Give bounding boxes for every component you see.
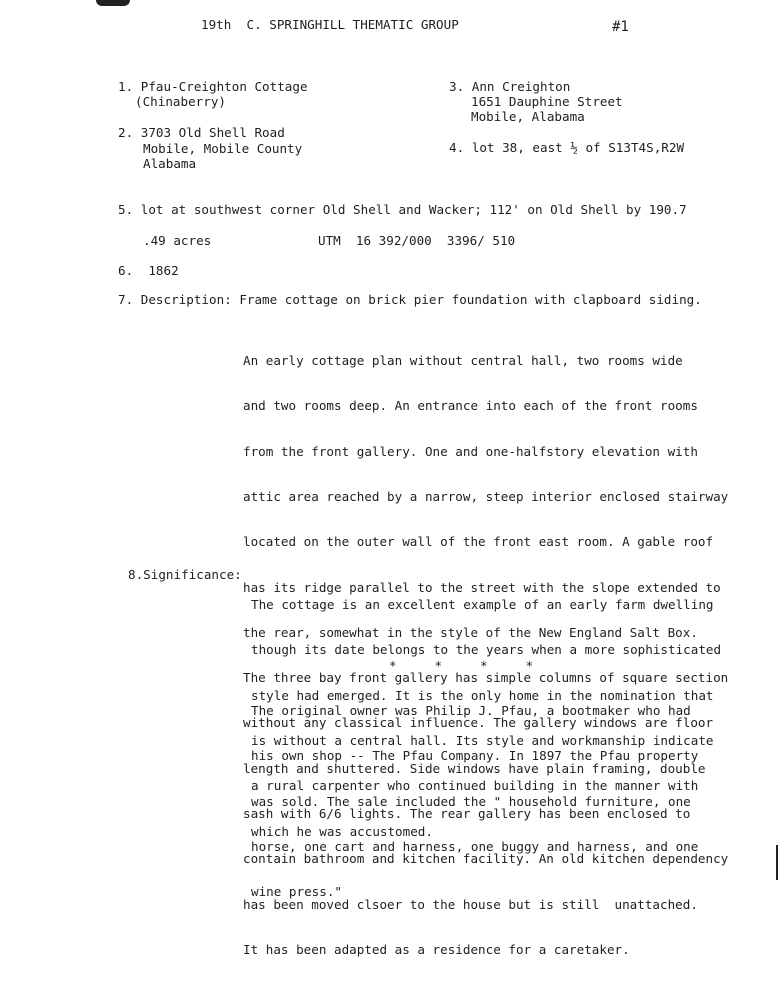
item-5-utm: UTM 16 392/000 3396/ 510: [318, 233, 516, 248]
item-4-legal-description: 4. lot 38, east ½ of S13T4S,R2W: [449, 140, 685, 155]
item-2-address: 2. 3703 Old Shell Road: [118, 125, 285, 140]
scan-mark-top: [96, 0, 130, 6]
item-6-date: 6. 1862: [118, 263, 179, 278]
description-line: has its ridge parallel to the street with the slope extended to: [243, 579, 721, 595]
description-line: from the front gallery. One and one-halfstory elevation with: [243, 443, 698, 459]
document-title: 19th C. SPRINGHILL THEMATIC GROUP: [201, 17, 459, 32]
description-line: has been moved clsoer to the house but is still unattached.: [243, 896, 698, 912]
significance-line: The cottage is an excellent example of an early farm dwelling: [251, 597, 714, 613]
description-line: The three bay front gallery has simple columns of square section: [243, 670, 729, 686]
description-line: contain bathroom and kitchen facility. An old kitchen dependency: [243, 851, 729, 867]
item-2-city: Mobile, Mobile County: [143, 141, 303, 156]
significance-line: a rural carpenter who continued building in the manner with: [251, 778, 699, 794]
history-line: horse, one cart and harness, one buggy and harness, and one: [251, 839, 699, 855]
item-2-state: Alabama: [143, 156, 197, 171]
significance-line: style had emerged. It is the only home in the nomination that: [251, 687, 714, 703]
scan-mark-right-edge: [776, 845, 778, 880]
description-line: attic area reached by a narrow, steep interior enclosed stairway: [243, 489, 729, 505]
item-5-lot: 5. lot at southwest corner Old Shell and Wacker; 112' on Old Shell by 190.7: [118, 202, 687, 217]
history-line: his own shop -- The Pfau Company. In 1897 the Pfau property: [251, 748, 699, 764]
item-3-owner: 3. Ann Creighton: [449, 79, 571, 94]
description-line: the rear, somewhat in the style of the New England Salt Box.: [243, 624, 698, 640]
significance-line: which he was accustomed.: [251, 823, 433, 839]
item-1-alt-name: (Chinaberry): [135, 94, 226, 109]
description-line: sash with 6/6 lights. The rear gallery has been enclosed to: [243, 806, 691, 821]
description-line: without any classical influence. The gallery windows are floor: [243, 715, 714, 731]
page-number: #1: [612, 19, 629, 35]
significance-line: is without a central hall. Its style and workmanship indicate: [251, 733, 714, 749]
item-7-description-heading: 7. Description: Frame cottage on brick pier foundation with clapboard siding.: [118, 292, 702, 307]
item-5-acres: .49 acres: [143, 233, 212, 248]
description-line: length and shuttered. Side windows have plain framing, double: [243, 760, 706, 776]
section-separator-asterisks: * * * *: [389, 658, 534, 673]
description-line: and two rooms deep. An entrance into each of the front rooms: [243, 398, 698, 414]
item-3-city: Mobile, Alabama: [471, 109, 585, 124]
description-line: It has been adapted as a residence for a caretaker.: [243, 941, 630, 957]
item-8-significance-label: 8.Significance:: [128, 567, 242, 582]
item-1-name: 1. Pfau-Creighton Cottage: [118, 79, 308, 94]
description-line: located on the outer wall of the front east room. A gable roof: [243, 534, 714, 550]
item-8-history-paragraph: [251, 673, 698, 930]
history-line: wine press.": [251, 884, 342, 900]
description-line: An early cottage plan without central hall, two rooms wide: [243, 353, 683, 369]
history-line: The original owner was Philip J. Pfau, a bootmaker who had: [251, 703, 691, 719]
item-3-street: 1651 Dauphine Street: [471, 94, 623, 109]
significance-line: though its date belongs to the years when a more sophisticated: [251, 642, 722, 658]
history-line: was sold. The sale included the " household furniture, one: [251, 793, 691, 809]
